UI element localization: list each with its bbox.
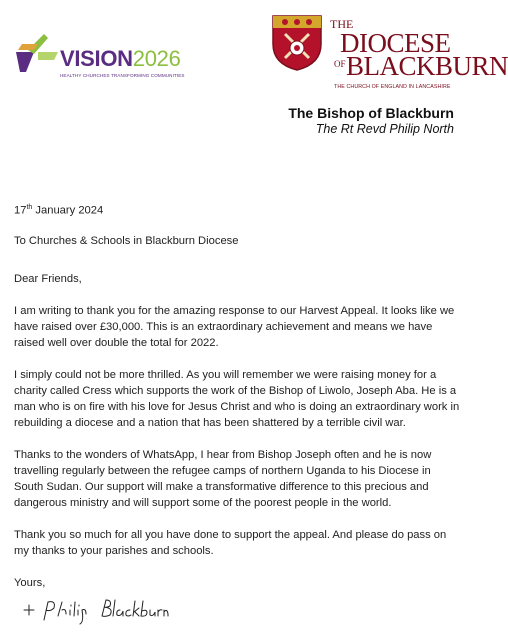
diocese-word: DIOCESE (340, 28, 451, 58)
letter-paragraph: Thank you so much for all you have done to support the appeal. And please do pass on my thanks to your parishes and schools. (14, 528, 447, 557)
diocese-blackburn: BLACKBURN (346, 51, 508, 81)
diocese-crest-icon (271, 14, 323, 72)
date-day: 17 (14, 204, 27, 217)
vision-word: VISION (60, 46, 133, 71)
bishop-title: The Bishop of Blackburn (288, 105, 454, 121)
bishop-name: The Rt Revd Philip North (315, 122, 454, 136)
letter-paragraph: I simply could not be more thrilled. As you will remember we were raising money for a charity called Cress which supports the work of the Bishop of Liwolo, Joseph Aba. He is a man who is on fire with his love for Jesus Christ and who is doing an extraordinary work in rebuilding a diocese and a nation that has been shattered by a terrible civil war. (14, 368, 460, 429)
letter-salutation: Dear Friends, (14, 272, 82, 285)
date-suffix: th (26, 204, 33, 211)
diocese-the: THE (330, 17, 354, 31)
letter-body (14, 200, 462, 591)
signature-image (20, 596, 170, 626)
vision-2026-logo (14, 30, 194, 86)
date-month-year: January 2024 (32, 204, 104, 217)
letter-closing: Yours, (14, 576, 46, 589)
vision-year: 2026 (132, 46, 181, 71)
diocese-subtitle: THE CHURCH OF ENGLAND IN LANCASHIRE (334, 84, 451, 90)
letter-addressee: To Churches & Schools in Blackburn Diocese (14, 234, 239, 247)
letter-paragraph: I am writing to thank you for the amazing response to our Harvest Appeal. It looks like we have raised over £30,000. This is an extraordinary achievement and means we have raised well over double the total for 2022. (14, 304, 455, 349)
letter-paragraph: Thanks to the wonders of WhatsApp, I hear from Bishop Joseph often and he is now travelling regularly between the refugee camps of northern Uganda to his Diocese in South Sudan. Our support will make a transformative difference to this precious and dangerous ministry and will support some of the poorest people in the world. (14, 448, 432, 509)
vision-wordmark (60, 48, 181, 70)
letter-date (14, 200, 462, 219)
vision-logo-mark-icon (14, 30, 62, 76)
diocese-of: OF (334, 59, 346, 69)
vision-tagline: HEALTHY CHURCHES TRANSFORMING COMMUNITIES (60, 73, 185, 78)
